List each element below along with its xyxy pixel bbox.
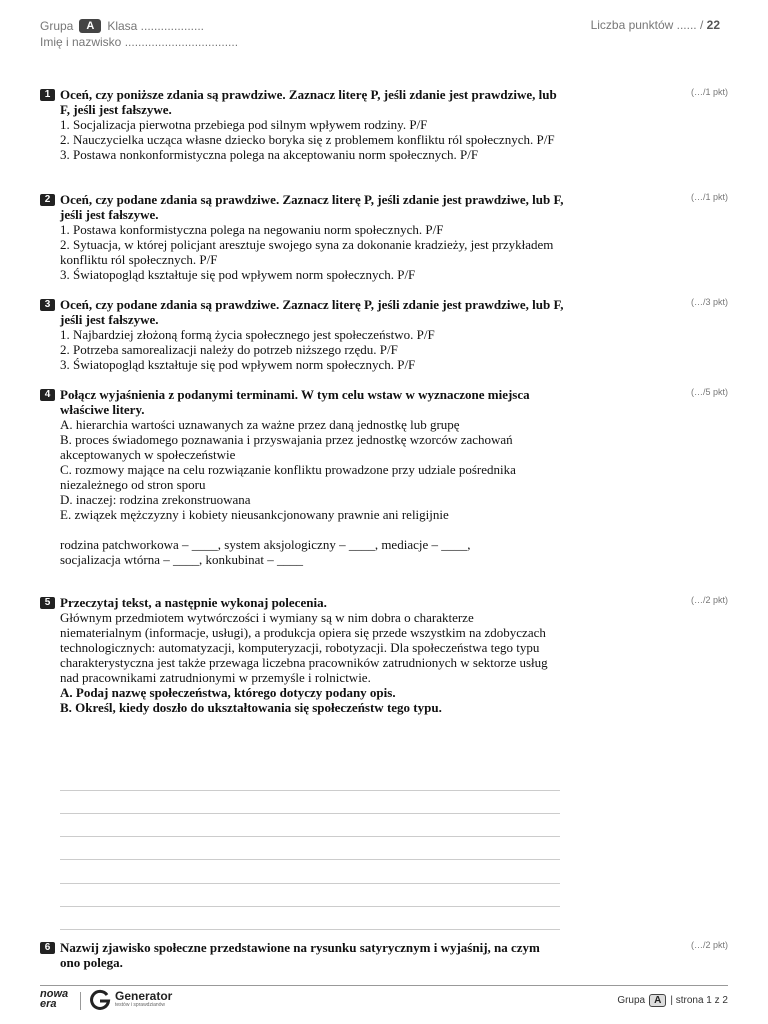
task-item: 3. Postawa nonkonformistyczna polega na akceptowaniu norm społecznych. P/F (60, 147, 479, 162)
task-item: D. inaczej: rodzina zrekonstruowana (60, 492, 251, 507)
task-5 (40, 595, 730, 715)
task-points: (…/1 pkt) (690, 192, 728, 202)
task-4 (40, 387, 730, 567)
nowa-era-logo-text: nowa era (40, 988, 69, 1010)
task-number: 6 (40, 942, 55, 954)
task-item: E. związek mężczyzny i kobiety nieusankcjonowany prawnie ani religijnie (60, 507, 449, 522)
task-item: C. rozmowy mające na celu rozwiązanie konfliktu prowadzone przy udziale pośrednika niezależnego od stron sporu (60, 462, 516, 492)
task-points: (…/2 pkt) (690, 595, 728, 605)
task-6 (40, 940, 730, 970)
task-item: 3. Światopogląd kształtuje się pod wpływem norm społecznych. P/F (60, 267, 416, 282)
answer-line[interactable] (60, 790, 560, 791)
task-terms: rodzina patchworkowa – ____, system aksjologiczny – ____, mediacje – ____, socjalizacja wtórna – ____, konkubinat – ____ (60, 537, 471, 567)
task-item: B. proces świadomego poznawania i przyswajania przez jednostkę wzorców zachowań akceptowanych w społeczeństwie (60, 432, 513, 462)
points-label: Liczba punktów ...... / (590, 18, 704, 32)
task-item: 2. Potrzeba samorealizacji należy do potrzeb niższego rzędu. P/F (60, 342, 398, 357)
task-number: 5 (40, 597, 55, 609)
task-subtask: A. Podaj nazwę społeczeństwa, którego dotyczy podany opis. (60, 685, 396, 700)
task-2 (40, 192, 730, 282)
task-question: Oceń, czy podane zdania są prawdziwe. Zaznacz literę P, jeśli zdanie jest prawdziwe, lub F, jeśli jest fałszywe. (60, 297, 564, 327)
task-question: Przeczytaj tekst, a następnie wykonaj polecenia. (60, 595, 327, 610)
task-text: Głównym przedmiotem wytwórczości i wymiany są w nim dobra o charakterze niematerialnym (informacje, usługi), a produkcja opiera się przede wszystkim na zdobyczach technologicznych: automatyzacji, komputeryzacji, robotyzacji. Dla społeczeństwa tego typu charakterystyczna jest także przewaga liczebna pracowników zatrudnionych w sektorze usług nad pracownikami zatrudnionymi w przemyśle i rolnictwie. (60, 610, 548, 685)
generator-logo (115, 990, 172, 1009)
footer-group-label: Grupa (617, 995, 646, 1006)
task-number: 3 (40, 299, 55, 311)
task-3 (40, 297, 730, 372)
task-question: Nazwij zjawisko społeczne przedstawione na rysunku satyrycznym i wyjaśnij, na czym ono polega. (60, 940, 540, 970)
task-item: 2. Sytuacja, w której policjant aresztuje swojego syna za dokonanie kradzieży, jest przykładem konfliktu ról społecznych. P/F (60, 237, 554, 267)
generator-g-icon (89, 989, 111, 1016)
group-badge: A (79, 19, 101, 33)
task-number: 1 (40, 89, 55, 101)
answer-line[interactable] (60, 813, 560, 814)
footer-divider (40, 985, 728, 986)
footer-group-badge: A (649, 994, 666, 1007)
task-question: Oceń, czy podane zdania są prawdziwe. Zaznacz literę P, jeśli zdanie jest prawdziwe, lub F, jeśli jest fałszywe. (60, 192, 564, 222)
task-item: A. hierarchia wartości uznawanych za ważne przez daną jednostkę lub grupę (60, 417, 460, 432)
footer-page-info (617, 994, 728, 1007)
task-number: 4 (40, 389, 55, 401)
answer-line[interactable] (60, 906, 560, 907)
name-label: Imię i nazwisko .................................. (40, 35, 239, 49)
task-item: 1. Socjalizacja pierwotna przebiega pod silnym wpływem rodziny. P/F (60, 117, 428, 132)
task-1 (40, 87, 730, 162)
answer-line[interactable] (60, 929, 560, 930)
task-points: (…/1 pkt) (690, 87, 728, 97)
nowa-era-logo (40, 989, 74, 1009)
logo-separator (80, 992, 81, 1010)
generator-subtitle: testów i sprawdzianów (115, 1002, 166, 1008)
page-header (40, 18, 238, 50)
answer-line[interactable] (60, 883, 560, 884)
page-number: | strona 1 z 2 (670, 995, 728, 1006)
task-question: Połącz wyjaśnienia z podanymi terminami. W tym celu wstaw w wyznaczone miejsca właściwe litery. (60, 387, 530, 417)
task-item: 1. Postawa konformistyczna polega na negowaniu norm społecznych. P/F (60, 222, 444, 237)
generator-title: Generator (115, 989, 173, 1003)
points-total-value: 22 (706, 18, 720, 32)
task-question: Oceń, czy poniższe zdania są prawdziwe. Zaznacz literę P, jeśli zdanie jest prawdziwe, lub F, jeśli jest fałszywe. (60, 87, 557, 117)
answer-line[interactable] (60, 836, 560, 837)
task-number: 2 (40, 194, 55, 206)
task-points: (…/5 pkt) (690, 387, 728, 397)
task-item: 2. Nauczycielka ucząca własne dziecko boryka się z problemem konfliktu ról społecznych. P/F (60, 132, 555, 147)
task-item: 1. Najbardziej złożoną formą życia społecznego jest społeczeństwo. P/F (60, 327, 435, 342)
class-label: Klasa ................... (107, 19, 205, 33)
task-item: 3. Światopogląd kształtuje się pod wpływem norm społecznych. P/F (60, 357, 416, 372)
task-subtask: B. Określ, kiedy doszło do ukształtowania się społeczeństw tego typu. (60, 700, 442, 715)
points-total (591, 18, 720, 32)
answer-line[interactable] (60, 859, 560, 860)
task-points: (…/3 pkt) (690, 297, 728, 307)
task-points: (…/2 pkt) (690, 940, 728, 950)
group-label: Grupa (40, 19, 74, 33)
